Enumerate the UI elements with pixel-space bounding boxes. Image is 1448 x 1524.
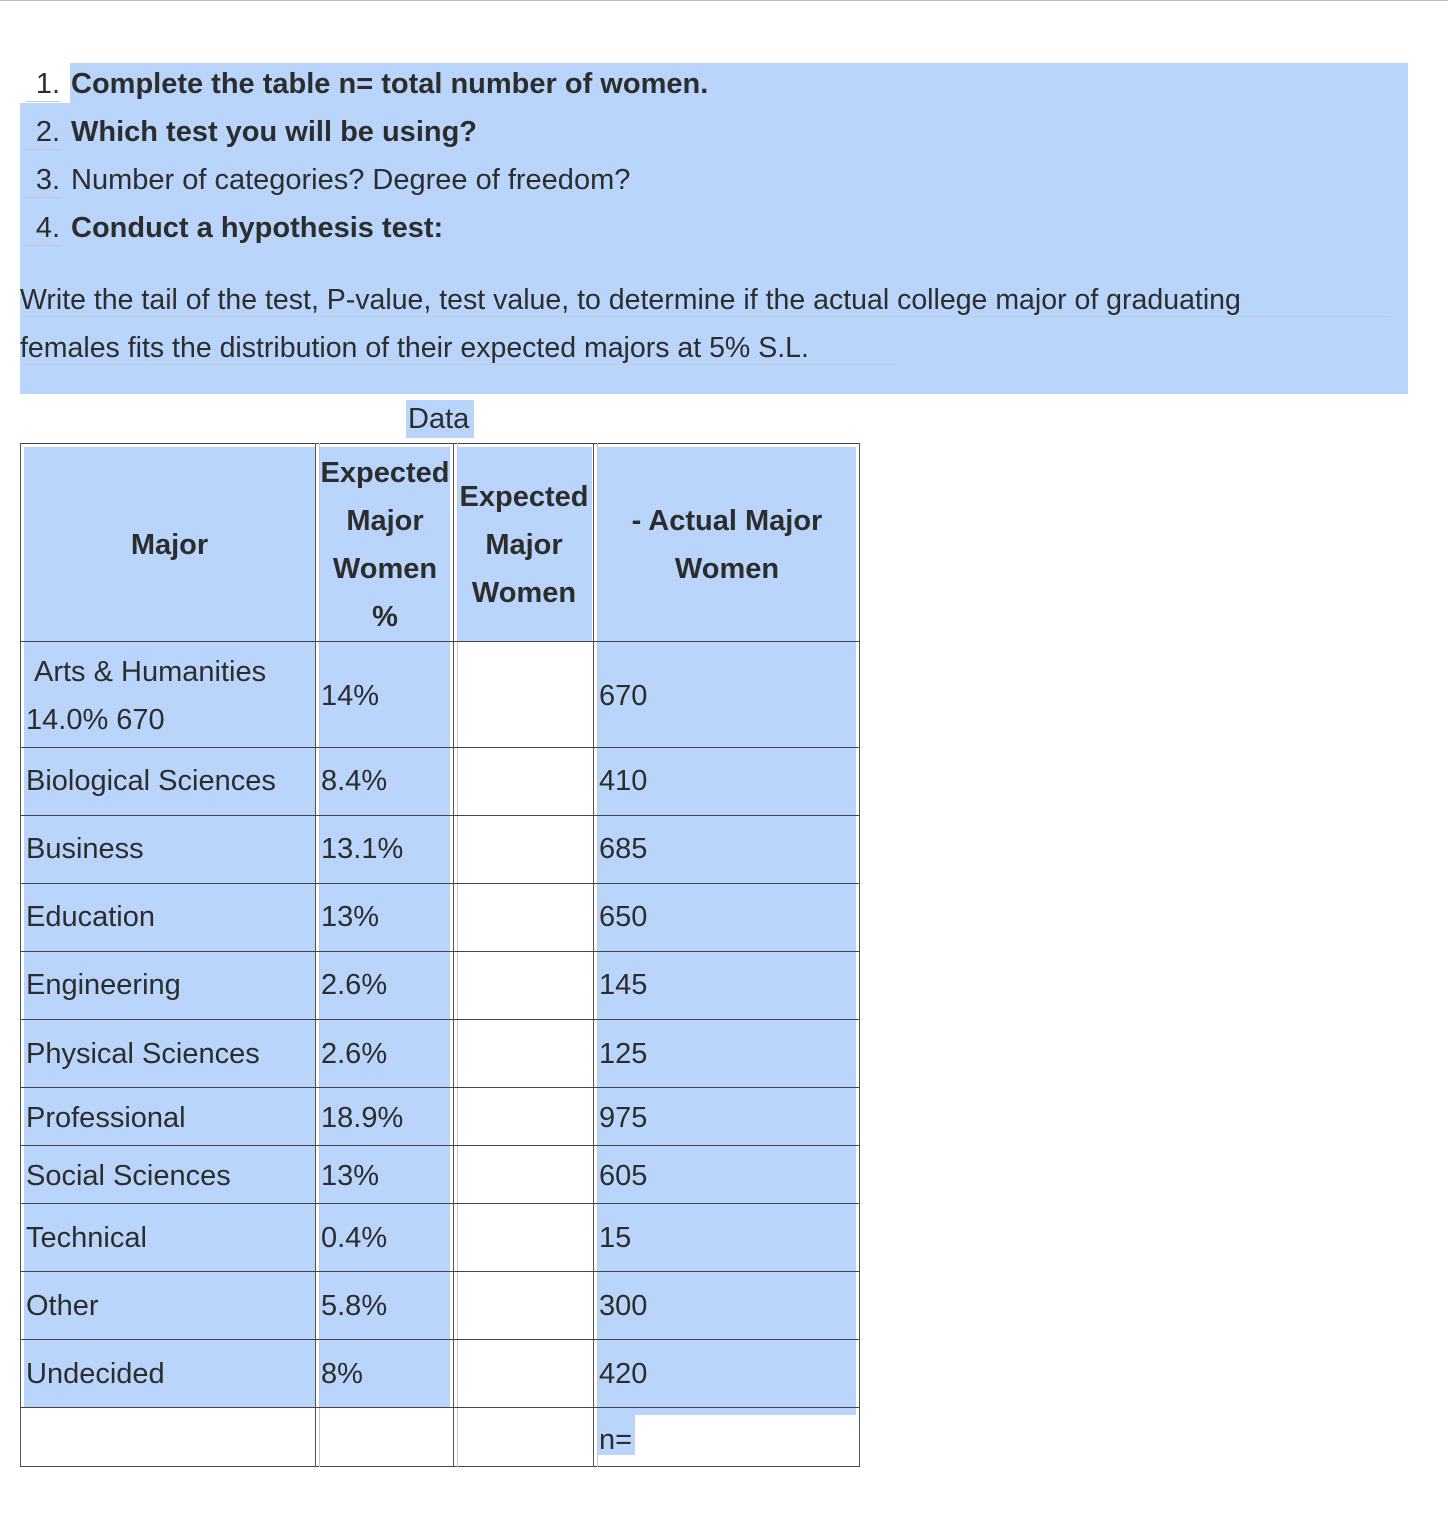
row-divider	[20, 1271, 860, 1272]
table-caption: Data	[408, 403, 470, 435]
cell-actual: 125	[599, 1038, 648, 1070]
cell-expected-percent: 2.6%	[321, 969, 388, 1001]
row-divider	[20, 1019, 860, 1020]
table-border	[20, 1466, 860, 1467]
instruction-paragraph-line: Write the tail of the test, P-value, test value, to determine if the actual college major of graduating	[20, 284, 1241, 316]
top-border	[0, 0, 1448, 1]
footer-total-n: n=	[599, 1424, 633, 1456]
cell-expected-percent: 14%	[321, 680, 380, 712]
cell-expected-percent: 18.9%	[321, 1102, 404, 1134]
cell-actual: 605	[599, 1160, 648, 1192]
paragraph-underline	[20, 364, 898, 365]
row-divider	[20, 1145, 860, 1146]
cell-major: Engineering	[26, 969, 181, 1001]
row-divider	[20, 1407, 860, 1408]
cell-actual: 410	[599, 765, 648, 797]
cell-expected-percent: 8.4%	[321, 765, 388, 797]
cell-actual: 975	[599, 1102, 648, 1134]
cell-major: Technical	[26, 1222, 147, 1254]
row-divider	[20, 747, 860, 748]
table-border	[859, 443, 860, 1467]
question-text: Conduct a hypothesis test:	[71, 212, 444, 244]
cell-expected-percent: 2.6%	[321, 1038, 388, 1070]
header-expected-percent: Expected Major Women %	[320, 457, 450, 633]
row-divider	[20, 1339, 860, 1340]
cell-major: Arts & Humanities 14.0% 670	[26, 656, 267, 736]
cell-actual: 145	[599, 969, 648, 1001]
cell-actual: 300	[599, 1290, 648, 1322]
row-divider	[20, 1087, 860, 1088]
cell-actual: 420	[599, 1358, 648, 1390]
data-table	[20, 443, 860, 1467]
header-expected: Expected Major Women	[459, 481, 589, 609]
row-divider	[20, 641, 860, 642]
row-divider	[20, 815, 860, 816]
cell-major: Education	[26, 901, 155, 933]
instruction-paragraph-line: females fits the distribution of their expected majors at 5% S.L.	[20, 332, 809, 364]
cell-actual: 685	[599, 833, 648, 865]
cell-expected-percent: 5.8%	[321, 1290, 388, 1322]
question-number: 2.	[20, 108, 60, 156]
question-number: 4.	[20, 204, 60, 252]
table-border	[20, 443, 21, 1467]
cell-major: Business	[26, 833, 144, 865]
column-divider	[597, 443, 598, 1467]
question-text: Number of categories? Degree of freedom?	[71, 164, 631, 196]
row-divider	[20, 1203, 860, 1204]
paragraph-underline	[20, 316, 1390, 317]
question-text: Which test you will be using?	[71, 116, 478, 148]
header-actual: - Actual Major Women	[631, 505, 823, 585]
cell-expected-percent: 8%	[321, 1358, 363, 1390]
cell-major: Undecided	[26, 1358, 165, 1390]
cell-major: Biological Sciences	[26, 765, 276, 797]
cell-expected-percent: 13.1%	[321, 833, 404, 865]
question-number: 1.	[20, 60, 60, 108]
cell-actual: 650	[599, 901, 648, 933]
cell-major: Professional	[26, 1102, 186, 1134]
cell-expected-percent: 13%	[321, 901, 380, 933]
cell-actual: 15	[599, 1222, 632, 1254]
cell-expected-percent: 13%	[321, 1160, 380, 1192]
cell-major: Social Sciences	[26, 1160, 231, 1192]
cell-major: Other	[26, 1290, 99, 1322]
cell-major: Physical Sciences	[26, 1038, 260, 1070]
question-number: 3.	[20, 156, 60, 204]
row-divider	[20, 951, 860, 952]
row-divider	[20, 883, 860, 884]
table-border	[20, 443, 860, 444]
question-text: Complete the table n= total number of women.	[71, 68, 709, 100]
cell-actual: 670	[599, 680, 648, 712]
header-major: Major	[130, 529, 209, 561]
cell-expected-percent: 0.4%	[321, 1222, 388, 1254]
